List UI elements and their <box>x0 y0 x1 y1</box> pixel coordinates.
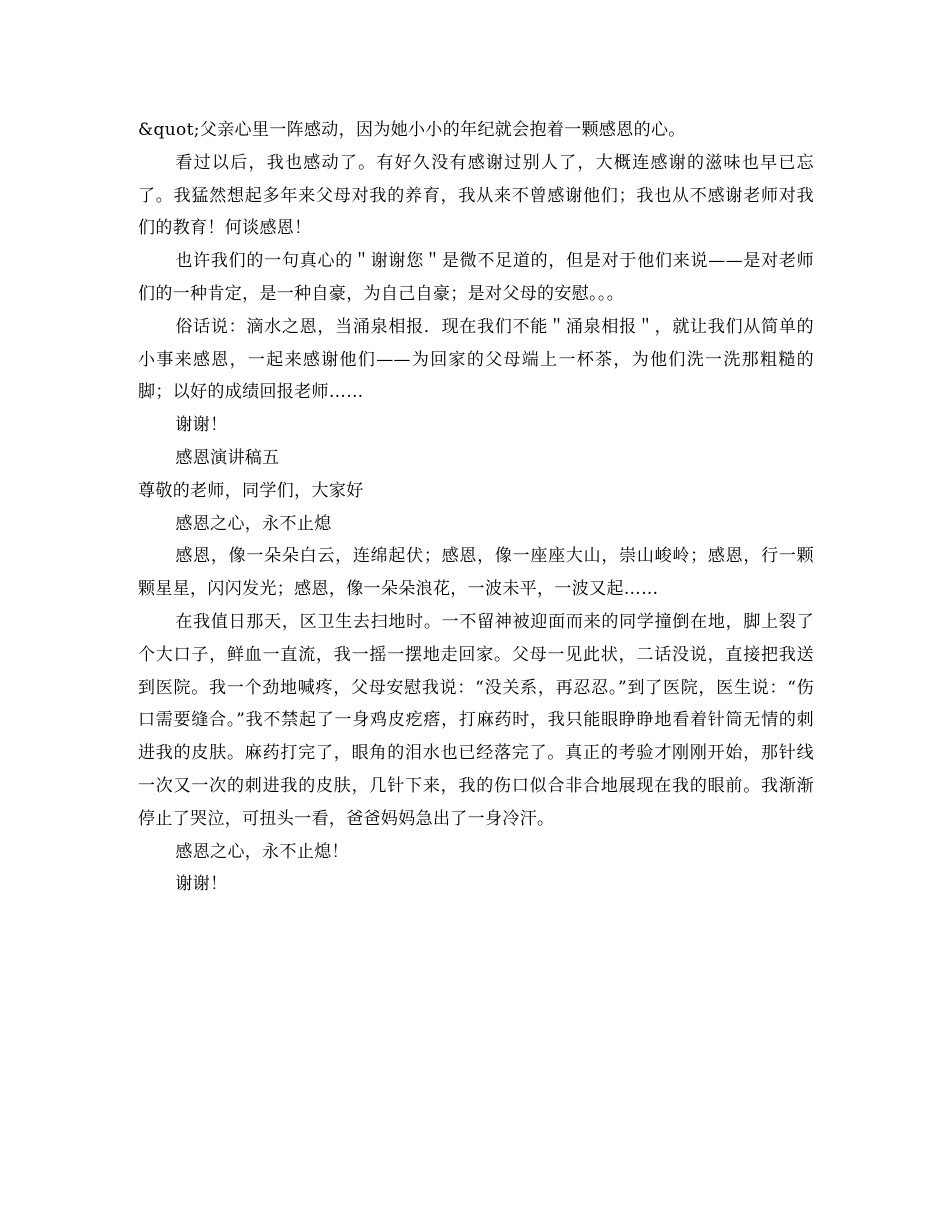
speech-title: 感恩之心，永不止熄 <box>175 513 332 534</box>
paragraph-1: &quot;父亲心里一阵感动，因为她小小的年纪就会抱着一颗感恩的心。 <box>138 120 686 140</box>
paragraph-10: 在我值日那天，区卫生去扫地时。一不留神被迎面而来的同学撞倒在地，脚上裂了个大口子，鲜血一直流，我一摇一摆地走回家。父母一见此状，二话没说，直接把我送到医院。我一个劲地喊疼，父母安慰我说：“没关系，再忍忍。”到了医院，医生说：“伤口需要缝合。”我不禁起了一身鸡皮疙瘩，打麻药时，我只能眼睁睁地看着针筒无情的刺进我的皮肤。麻药打完了，眼角的泪水也已经落完了。真正的考验才刚刚开始，那针线一次又一次的刺进我的皮肤，几针下来，我的伤口似合非合地展现在我的眼前。我渐渐停止了哭泣，可扭头一看，爸爸妈妈急出了一身冷汗。 <box>138 611 814 829</box>
paragraph-2: 看过以后，我也感动了。有好久没有感谢过别人了，大概连感谢的滋味也早已忘了。我猛然想起多年来父母对我的养育，我从来不曾感谢他们；我也从不感谢老师对我们的教育！何谈感恩！ <box>138 152 814 239</box>
section-title: 感恩演讲稿五 <box>175 447 280 468</box>
salutation: 尊敬的老师，同学们，大家好 <box>138 480 364 501</box>
paragraph-4: 俗话说：滴水之恩，当涌泉相报．现在我们不能＂涌泉相报＂，就让我们从简单的小事来感恩，一起来感谢他们——为回家的父母端上一杯茶，为他们洗一洗那粗糙的脚；以好的成绩回报老师…… <box>138 316 814 403</box>
paragraph-5: 谢谢！ <box>175 415 228 436</box>
paragraph-3: 也许我们的一句真心的＂谢谢您＂是微不足道的，但是对于他们来说——是对老师们的一种肯定，是一种自豪，为自己自豪；是对父母的安慰。。。 <box>138 251 814 304</box>
document-body <box>138 114 814 901</box>
paragraph-9: 感恩，像一朵朵白云，连绵起伏；感恩，像一座座大山，崇山峻岭；感恩，行一颗颗星星，闪闪发光；感恩，像一朵朵浪花，一波未平，一波又起…… <box>138 546 814 600</box>
paragraph-12: 谢谢！ <box>175 874 228 895</box>
paragraph-11: 感恩之心，永不止熄！ <box>175 841 349 862</box>
